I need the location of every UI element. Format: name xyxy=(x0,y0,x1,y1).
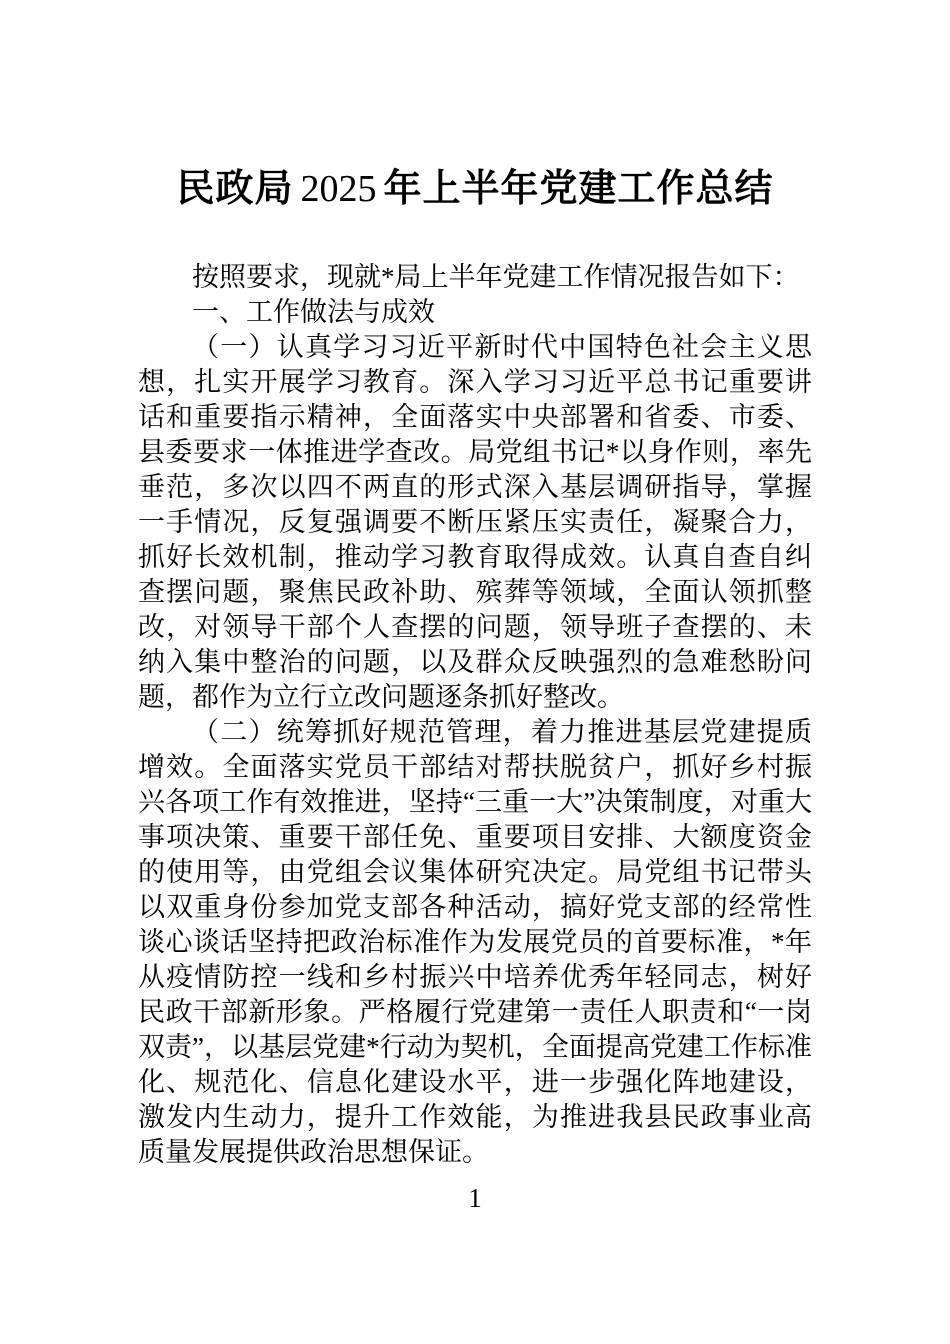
document-title xyxy=(0,0,950,214)
paragraph-intro: 按照要求，现就*局上半年党建工作情况报告如下： xyxy=(192,262,800,292)
paragraph-section-heading: 一、工作做法与成效 xyxy=(192,297,435,327)
paragraph-point-one: （一）认真学习习近平新时代中国特色社会主义思想，扎实开展学习教育。深入学习习近平总书记重要讲话和重要指示精神，全面落实中央部署和省委、市委、县委要求一体推进学查改。局党组书记*以身作则，率先垂范，多次以四不两直的形式深入基层调研指导，掌握一手情况，反复强调要不断压紧压实责任，凝聚合力，抓好长效机制，推动学习教育取得成效。认真自查自纠查摆问题，聚焦民政补助、殡葬等领域，全面认领抓整改，对领导干部个人查摆的问题，领导班子查摆的、未纳入集中整治的问题，以及群众反映强烈的急难愁盼问题，都作为立行立改问题逐条抓好整改。 xyxy=(138,332,812,712)
title-year: 2025 xyxy=(300,168,377,210)
title-prefix: 民政局 xyxy=(176,168,294,210)
title-suffix: 年上半年党建工作总结 xyxy=(383,168,774,210)
paragraph-point-two: （二）统筹抓好规范管理，着力推进基层党建提质增效。全面落实党员干部结对帮扶脱贫户，抓好乡村振兴各项工作有效推进，坚持“三重一大”决策制度，对重大事项决策、重要干部任免、重要项目安排、大额度资金的使用等，由党组会议集体研究决定。局党组书记带头以双重身份参加党支部各种活动，搞好党支部的经常性谈心谈话坚持把政治标准作为发展党员的首要标准，*年从疫情防控一线和乡村振兴中培养优秀年轻同志，树好民政干部新形象。严格履行党建第一责任人职责和“一岗双责”，以基层党建*行动为契机，全面提高党建工作标准化、规范化、信息化建设水平，进一步强化阵地建设，激发内生动力，提升工作效能，为推进我县民政事业高质量发展提供政治思想保证。 xyxy=(138,717,812,1167)
document-body xyxy=(138,260,812,1170)
page-number: 1 xyxy=(468,1183,482,1213)
